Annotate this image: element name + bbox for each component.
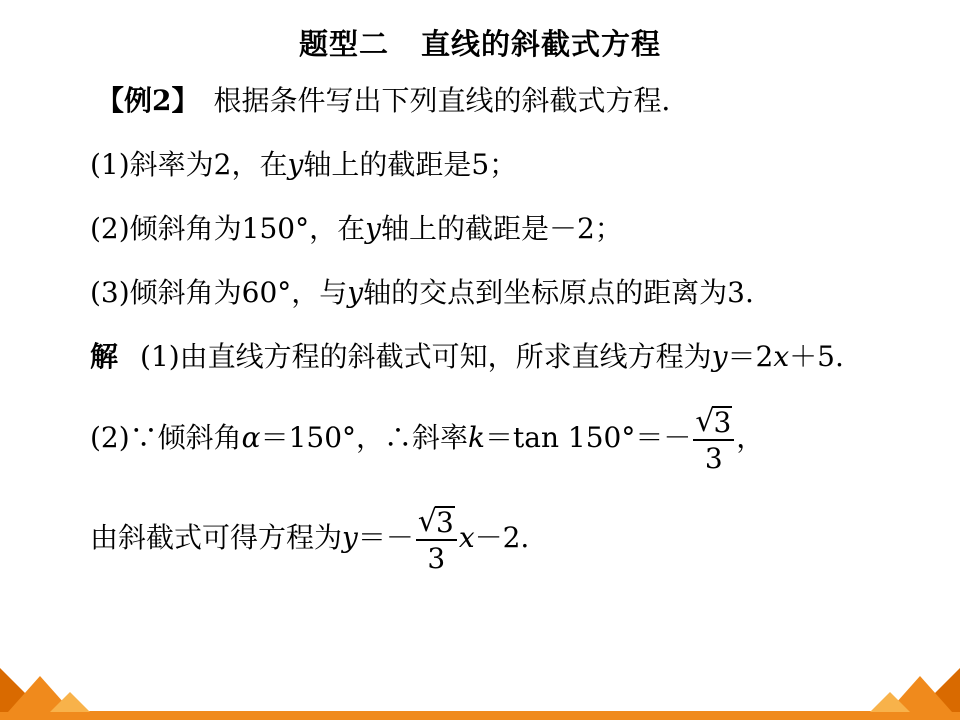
- solution-3-y: y: [342, 521, 358, 554]
- solution-3-post: －2.: [474, 521, 530, 554]
- condition-3-pre: (3)倾斜角为60°，与: [90, 276, 348, 309]
- solution-1-y: y: [711, 340, 728, 373]
- solution-3-x: x: [458, 521, 475, 554]
- condition-3-post: 轴的交点到坐标原点的距离为3.: [363, 276, 754, 309]
- condition-1-pre: (1)斜率为2，在: [90, 148, 288, 181]
- fraction-denominator: 3: [704, 442, 723, 475]
- fraction-numerator: 3: [713, 406, 732, 439]
- solution-label: 解: [90, 340, 119, 373]
- condition-2-var: y: [365, 212, 381, 245]
- solution-2-k: k: [468, 421, 486, 454]
- solution-2-alpha: α: [241, 421, 261, 454]
- solution-1-pre: (1)由直线方程的斜截式可知，所求直线方程为: [140, 340, 712, 373]
- sqrt-icon: √: [695, 404, 715, 439]
- condition-3-var: y: [347, 276, 364, 309]
- condition-1-post: 轴上的截距是5；: [303, 148, 518, 181]
- title-part-1: 题型二: [298, 27, 389, 61]
- fraction-numerator: 3: [435, 506, 454, 539]
- solution-2-pre: (2)∵倾斜角: [90, 421, 242, 454]
- solution-2-mid2: ＝tan 150°＝－: [485, 421, 692, 454]
- solution-3-mid: ＝－: [357, 521, 414, 554]
- bottom-bar: [0, 711, 960, 720]
- solution-1-x: x: [773, 340, 790, 373]
- sqrt-icon: √: [417, 504, 437, 539]
- solution-1-post: ＋5.: [789, 340, 844, 373]
- example-label: 【例2】: [96, 84, 200, 117]
- solution-3-pre: 由斜截式可得方程为: [90, 521, 343, 554]
- solution-2-mid: ＝150°，∴斜率: [260, 421, 469, 454]
- condition-2-pre: (2)倾斜角为150°，在: [90, 212, 366, 245]
- solution-1-eq: ＝2: [727, 340, 774, 373]
- example-prompt: 根据条件写出下列直线的斜截式方程．: [213, 84, 690, 117]
- condition-1-var: y: [287, 148, 304, 181]
- title-part-2: 直线的斜截式方程: [421, 27, 662, 61]
- condition-2-post: 轴上的截距是－2；: [380, 212, 623, 245]
- solution-2-post: ，: [736, 421, 765, 454]
- fraction-denominator: 3: [427, 542, 446, 575]
